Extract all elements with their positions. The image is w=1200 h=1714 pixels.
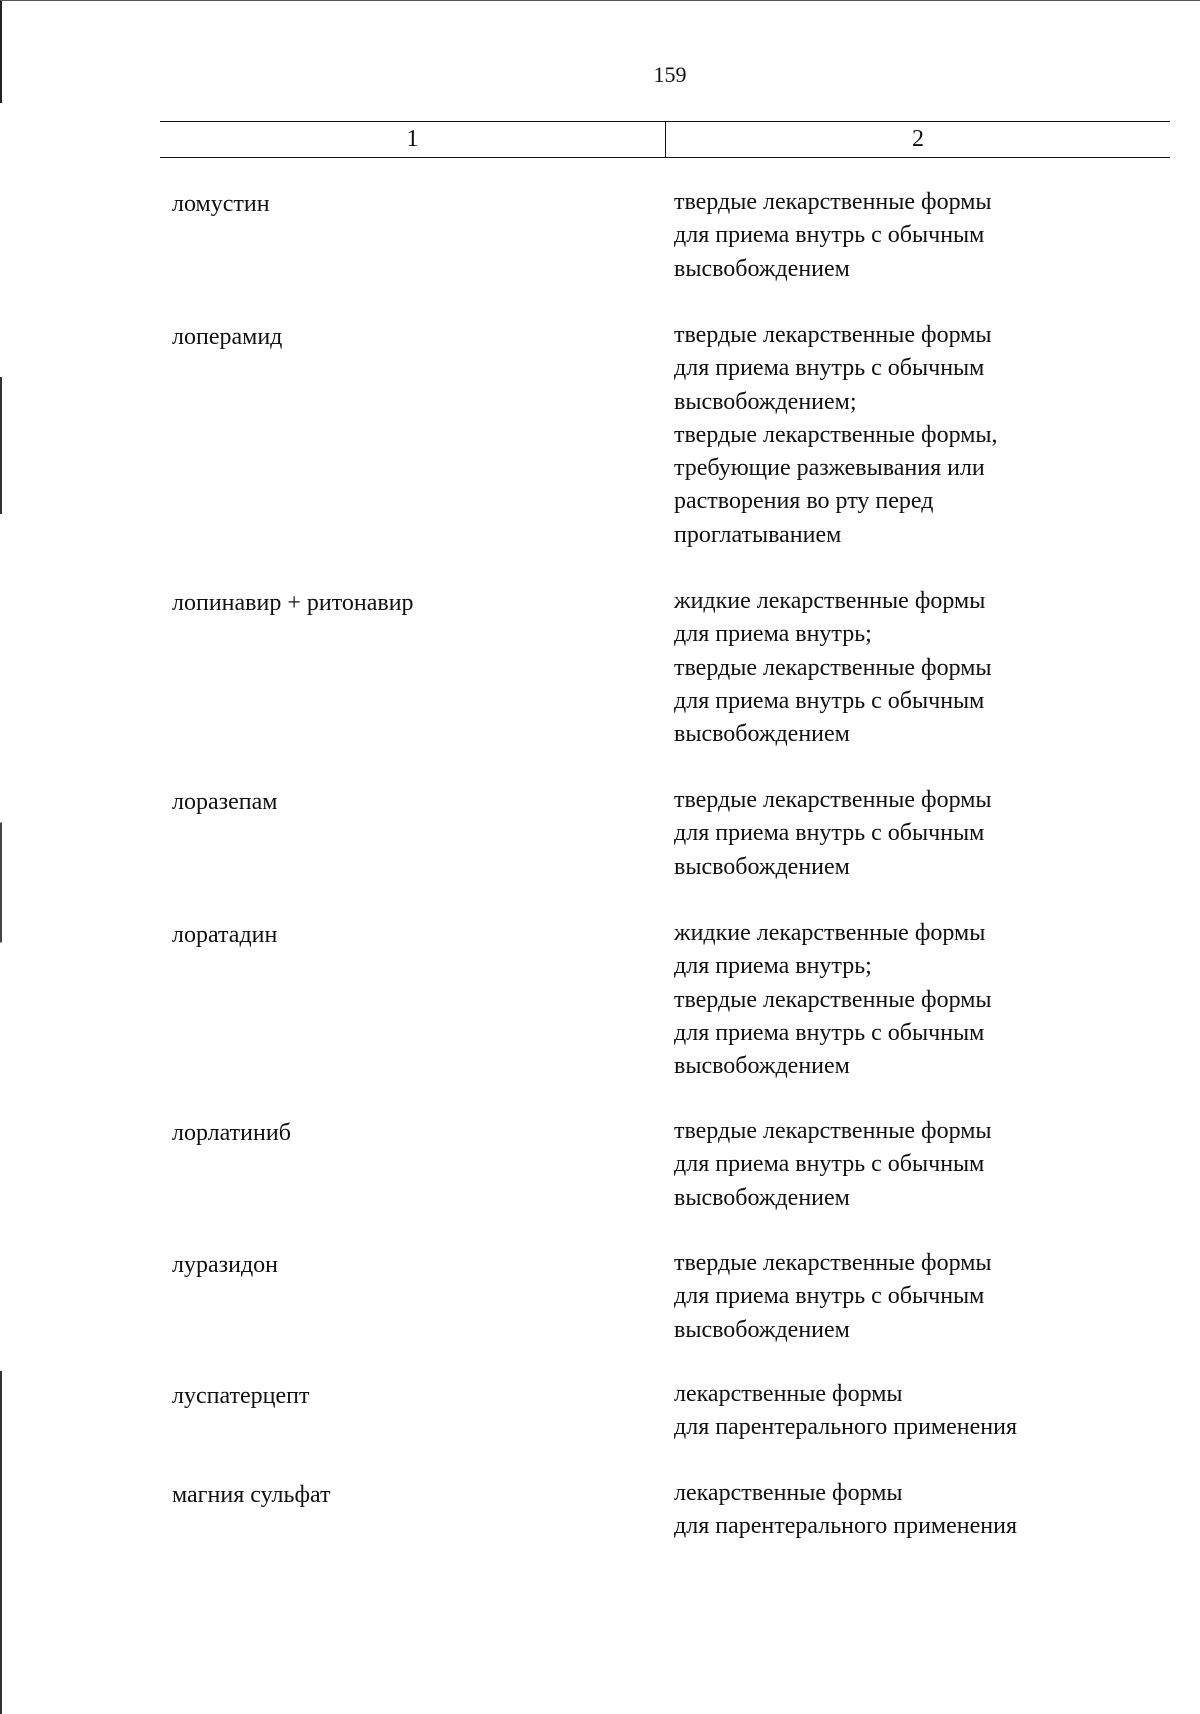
dosage-forms: [674, 1378, 1174, 1445]
drug-name: магния сульфат: [172, 1482, 331, 1508]
dosage-form-line: лекарственные формы: [674, 1381, 903, 1407]
dosage-forms: [674, 186, 1174, 286]
scan-edge-top: [0, 0, 1200, 1]
drug-name: лорлатиниб: [172, 1120, 291, 1146]
dosage-form-line: для приема внутрь;: [674, 621, 872, 648]
drug-name: луспатерцепт: [172, 1383, 310, 1409]
dosage-form-line: высвобождением: [674, 255, 850, 282]
dosage-form-line: лекарственные формы: [674, 1480, 903, 1506]
drug-name: лопинавир + ритонавир: [172, 590, 414, 616]
dosage-form-line: для парентерального применения: [674, 1513, 1017, 1540]
drug-name: ломустин: [172, 191, 270, 217]
dosage-form-line: для приема внутрь с обычным: [674, 355, 985, 382]
dosage-form-line: твердые лекарственные формы: [674, 189, 992, 215]
dosage-form-line: для приема внутрь с обычным: [674, 820, 985, 847]
dosage-form-line: высвобождением: [674, 1053, 850, 1080]
dosage-form-line: твердые лекарственные формы: [674, 654, 992, 681]
dosage-form-line: высвобождением: [674, 721, 850, 748]
dosage-form-line: высвобождением: [674, 1184, 850, 1211]
dosage-form-line: твердые лекарственные формы: [674, 1250, 992, 1276]
drug-name: лоратадин: [172, 922, 278, 948]
header-col-1: 1: [406, 126, 419, 152]
header-rule-bottom: [160, 157, 1170, 158]
header-col-2: 2: [912, 126, 924, 152]
dosage-form-line: высвобождением;: [674, 388, 857, 415]
dosage-form-line: для парентерального применения: [674, 1414, 1017, 1441]
page-number: 159: [653, 62, 687, 87]
dosage-form-line: для приема внутрь с обычным: [674, 687, 985, 714]
dosage-forms: [674, 784, 1174, 884]
table-row: [0, 1115, 1200, 1215]
table-row: [0, 1378, 1200, 1445]
dosage-form-line: жидкие лекарственные формы: [674, 920, 986, 946]
table-row: [0, 784, 1200, 884]
dosage-form-line: жидкие лекарственные формы: [674, 588, 986, 614]
drug-name: луразидон: [172, 1252, 279, 1278]
dosage-form-line: высвобождением: [674, 1316, 850, 1343]
table-header: [160, 121, 1170, 157]
dosage-form-line: высвобождением: [674, 853, 850, 880]
dosage-forms: [674, 1477, 1174, 1544]
dosage-form-line: проглатыванием: [674, 521, 842, 548]
dosage-form-line: для приема внутрь с обычным: [674, 1019, 985, 1046]
dosage-form-line: для приема внутрь с обычным: [674, 1283, 985, 1310]
table-row: [0, 917, 1200, 1083]
dosage-form-line: твердые лекарственные формы: [674, 787, 992, 813]
dosage-form-line: для приема внутрь с обычным: [674, 222, 985, 249]
dosage-forms: [674, 917, 1174, 1083]
dosage-forms: [674, 1247, 1174, 1347]
dosage-form-line: требующие разжевывания или: [674, 455, 985, 482]
dosage-form-line: твердые лекарственные формы: [674, 986, 992, 1013]
dosage-form-line: для приема внутрь с обычным: [674, 1151, 985, 1178]
table-row: [0, 319, 1200, 552]
table-row: [0, 1477, 1200, 1544]
dosage-form-line: для приема внутрь;: [674, 953, 872, 980]
drug-name: лоразепам: [172, 789, 278, 815]
dosage-form-line: твердые лекарственные формы,: [674, 421, 998, 448]
dosage-form-line: растворения во рту перед: [674, 488, 934, 515]
dosage-forms: [674, 585, 1174, 751]
dosage-forms: [674, 319, 1174, 552]
table-row: [0, 585, 1200, 751]
dosage-forms: [674, 1115, 1174, 1215]
table-row: [0, 1247, 1200, 1347]
drug-name: лоперамид: [172, 324, 283, 350]
dosage-form-line: твердые лекарственные формы: [674, 322, 992, 348]
dosage-form-line: твердые лекарственные формы: [674, 1118, 992, 1144]
table-row: [0, 186, 1200, 286]
